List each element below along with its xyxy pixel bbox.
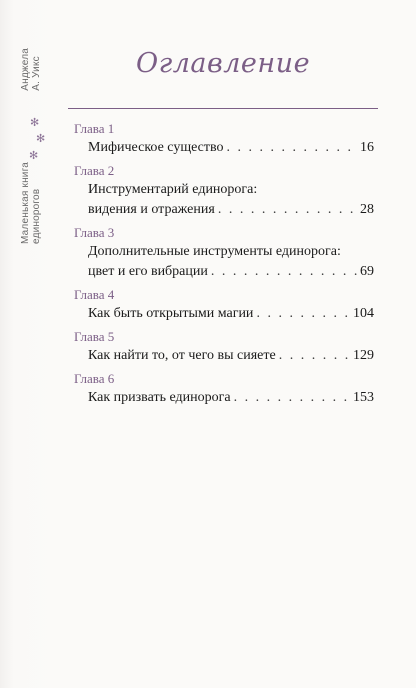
dot-leader xyxy=(227,138,357,158)
page-number: 28 xyxy=(360,202,374,217)
snowflake-icon: ✻ xyxy=(36,132,46,145)
chapter-entry xyxy=(88,242,374,282)
chapter-title: Как найти то, от чего вы сияете xyxy=(88,348,276,363)
page-number: 129 xyxy=(353,348,374,363)
toc-chapter[interactable] xyxy=(74,120,374,158)
snowflake-icon: ✻ xyxy=(29,149,39,162)
chapter-title-line xyxy=(88,346,374,366)
chapter-entry xyxy=(88,304,374,324)
chapter-title: цвет и его вибрации xyxy=(88,264,208,279)
chapter-label: Глава 4 xyxy=(74,287,115,302)
running-header xyxy=(6,40,50,300)
chapter-title: Дополнительные инструменты единорога: xyxy=(88,244,341,259)
chapter-title: Мифическое существо xyxy=(88,140,224,155)
page-title: Оглавление xyxy=(135,48,311,79)
chapter-title-line xyxy=(88,388,374,408)
chapter-entry xyxy=(88,138,374,158)
page-number: 69 xyxy=(360,264,374,279)
dot-leader xyxy=(211,262,357,282)
heading-divider xyxy=(68,108,378,109)
chapter-title-line xyxy=(88,138,374,158)
chapter-entry xyxy=(88,388,374,408)
toc-chapter[interactable] xyxy=(74,224,374,282)
toc-chapter[interactable] xyxy=(74,328,374,366)
page-number: 104 xyxy=(353,306,374,321)
chapter-label: Глава 3 xyxy=(74,225,115,240)
chapter-title-line xyxy=(88,200,374,220)
dot-leader xyxy=(234,388,350,408)
chapter-title-line xyxy=(88,304,374,324)
dot-leader xyxy=(218,200,357,220)
author-line: А. Уикс xyxy=(31,56,42,91)
book-title xyxy=(20,162,42,244)
table-of-contents xyxy=(74,120,374,412)
page-number: 16 xyxy=(360,140,374,155)
page-number: 153 xyxy=(353,390,374,405)
chapter-entry xyxy=(88,346,374,366)
title-line: Маленькая книга xyxy=(20,162,31,244)
toc-chapter[interactable] xyxy=(74,286,374,324)
chapter-entry xyxy=(88,180,374,220)
dot-leader xyxy=(279,346,350,366)
chapter-title: Инструментарий единорога: xyxy=(88,182,258,197)
chapter-title: Как быть открытыми магии xyxy=(88,306,254,321)
author-line: Анджела xyxy=(20,48,31,91)
chapter-title-line xyxy=(88,242,374,262)
title-line: единорогов xyxy=(31,188,42,244)
toc-chapter[interactable] xyxy=(74,370,374,408)
chapter-title-line xyxy=(88,262,374,282)
chapter-title-line xyxy=(88,180,374,200)
chapter-label: Глава 5 xyxy=(74,329,115,344)
dot-leader xyxy=(256,304,350,324)
snowflake-icon: ✻ xyxy=(30,116,40,129)
toc-chapter[interactable] xyxy=(74,162,374,220)
chapter-label: Глава 1 xyxy=(74,121,115,136)
chapter-title: видения и отражения xyxy=(88,202,215,217)
chapter-title: Как призвать единорога xyxy=(88,390,231,405)
chapter-label: Глава 2 xyxy=(74,163,115,178)
chapter-label: Глава 6 xyxy=(74,371,115,386)
